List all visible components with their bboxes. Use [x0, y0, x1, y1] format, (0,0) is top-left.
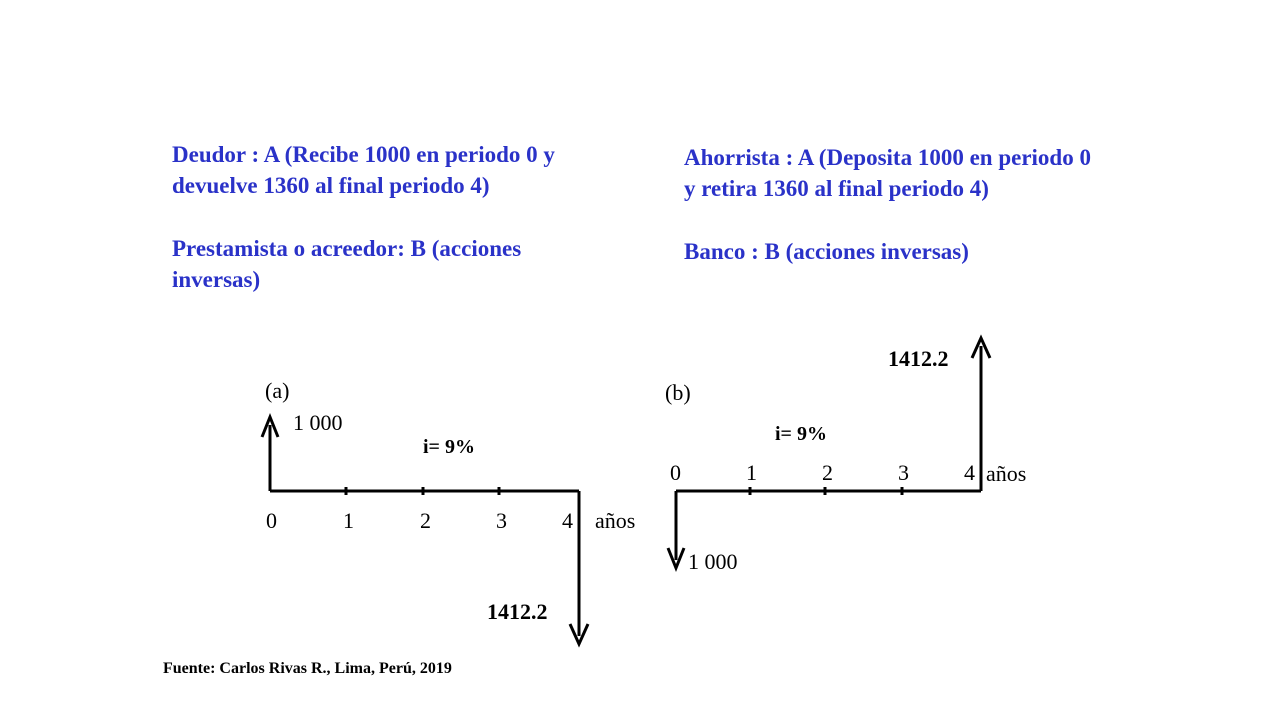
diagram-a-period: 1: [343, 508, 354, 533]
diagram-a-outflow-value: 1412.2: [487, 599, 548, 624]
diagram-a-period: 0: [266, 508, 277, 533]
diagram-b-period: 3: [898, 460, 909, 485]
bank-description: Banco : B (acciones inversas): [684, 239, 969, 264]
diagram-b-period: 1: [746, 460, 757, 485]
diagram-b-period: 0: [670, 460, 681, 485]
diagram-a-rate: i= 9%: [423, 436, 475, 458]
source-caption: Fuente: Carlos Rivas R., Lima, Perú, 2019: [163, 660, 452, 677]
diagram-a-period: 4: [562, 508, 573, 533]
diagram-b-period: 2: [822, 460, 833, 485]
diagram-b-unit: años: [986, 461, 1027, 486]
diagram-a-label: (a): [265, 378, 290, 403]
diagram-a-period: 2: [420, 508, 431, 533]
diagram-b-label: (b): [665, 380, 691, 405]
diagram-b-rate: i= 9%: [775, 423, 827, 445]
diagram-b-outflow-value: 1 000: [688, 549, 738, 574]
diagram-a-unit: años: [595, 508, 636, 533]
diagram-b-period: 4: [964, 460, 975, 485]
saver-description: Ahorrista : A (Deposita 1000 en periodo 0 y retira 1360 al final periodo 4): [684, 145, 1091, 201]
lender-description: Prestamista o acreedor: B (acciones inversas): [172, 236, 522, 292]
diagram-a-period: 3: [496, 508, 507, 533]
diagram-b: [665, 338, 1026, 574]
diagram-b-inflow-value: 1412.2: [888, 346, 949, 371]
diagram-a-inflow-value: 1 000: [293, 410, 343, 435]
debtor-description: Deudor : A (Recibe 1000 en periodo 0 y devuelve 1360 al final periodo 4): [172, 142, 555, 198]
diagram-a: [262, 378, 635, 644]
